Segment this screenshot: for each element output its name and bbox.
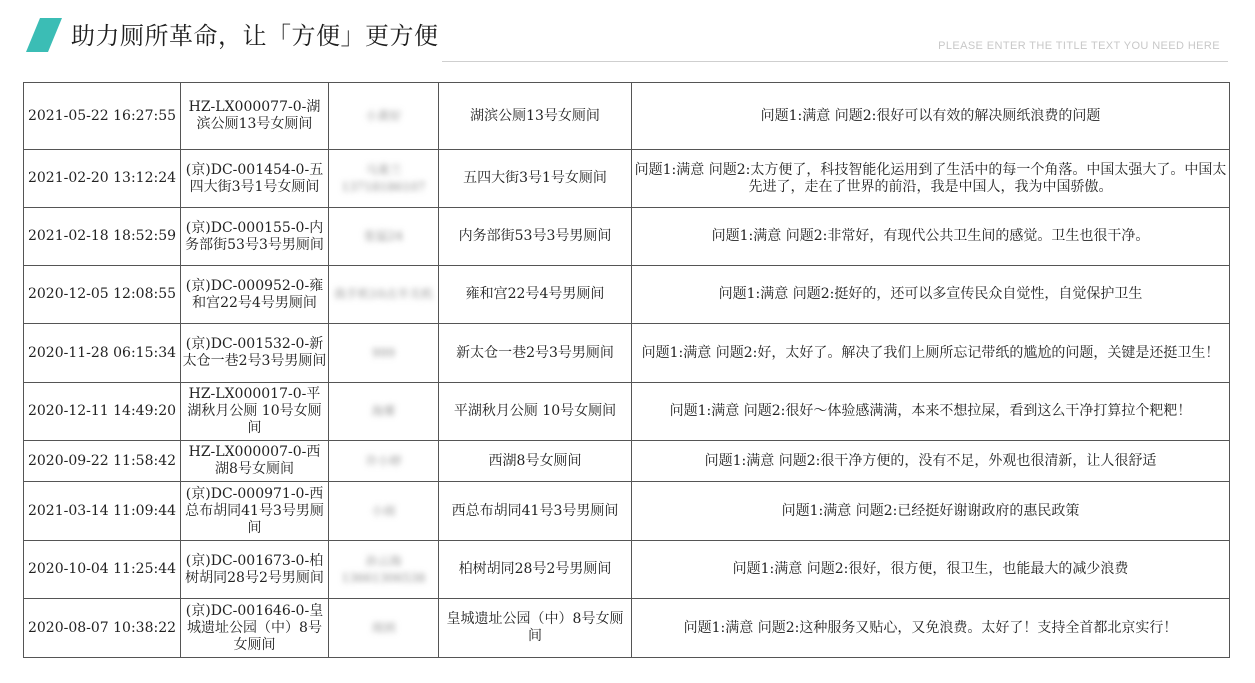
cell-feedback: 问题1:满意 问题2:很好，很方便，很卫生，也能最大的减少浪费 xyxy=(632,541,1230,599)
cell-user xyxy=(329,541,439,599)
table-row xyxy=(24,83,1230,150)
page-title: 助力厕所革命，让「方便」更方便 xyxy=(71,22,439,50)
table-row xyxy=(24,482,1230,541)
user-name-blurred: 张猛24 xyxy=(363,229,404,243)
cell-time: 2020-10-04 11:25:44 xyxy=(24,541,181,599)
user-phone-blurred: 13718186107 xyxy=(341,179,426,194)
cell-location: 平湖秋月公厕 10号女厕间 xyxy=(439,383,632,441)
user-name-blurred: 周到 xyxy=(371,620,396,635)
cell-time: 2020-12-05 12:08:55 xyxy=(24,266,181,324)
cell-time: 2020-09-22 11:58:42 xyxy=(24,441,181,482)
user-name-blurred: 小雨 xyxy=(371,503,396,518)
cell-feedback: 问题1:满意 问题2:很好可以有效的解决厕纸浪费的问题 xyxy=(632,83,1230,150)
cell-device-code: HZ-LX000077-0-湖滨公厕13号女厕间 xyxy=(181,83,329,150)
cell-time: 2021-03-14 11:09:44 xyxy=(24,482,181,541)
table-row xyxy=(24,541,1230,599)
table-row xyxy=(24,324,1230,383)
cell-device-code: HZ-LX000017-0-平湖秋月公厕 10号女厕间 xyxy=(181,383,329,441)
cell-user xyxy=(329,383,439,441)
cell-user xyxy=(329,441,439,482)
cell-location: 五四大街3号1号女厕间 xyxy=(439,150,632,208)
cell-location: 西湖8号女厕间 xyxy=(439,441,632,482)
cell-location: 内务部街53号3号男厕间 xyxy=(439,208,632,266)
cell-device-code: HZ-LX000007-0-西湖8号女厕间 xyxy=(181,441,329,482)
cell-device-code: (京)DC-000971-0-西总布胡同41号3号男厕间 xyxy=(181,482,329,541)
user-name-blurred: 马莱兰 xyxy=(365,162,402,177)
cell-device-code: (京)DC-001532-0-新太仓一巷2号3号男厕间 xyxy=(181,324,329,383)
cell-device-code: (京)DC-001646-0-皇城遗址公园（中）8号女厕间 xyxy=(181,599,329,658)
table-row xyxy=(24,208,1230,266)
table-row xyxy=(24,441,1230,482)
cell-feedback: 问题1:满意 问题2:挺好的，还可以多宣传民众自觉性，自觉保护卫生 xyxy=(632,266,1230,324)
cell-feedback: 问题1:满意 问题2:好，太好了。解决了我们上厕所忘记带纸的尴尬的问题，关键是还挺卫生！ xyxy=(632,324,1230,383)
table-row xyxy=(24,383,1230,441)
user-name-blurred: 999 xyxy=(372,345,395,360)
cell-device-code: (京)DC-000952-0-雍和宫22号4号男厕间 xyxy=(181,266,329,324)
table-row xyxy=(24,599,1230,658)
cell-user xyxy=(329,324,439,383)
user-name-blurred: 孙云海 xyxy=(365,553,402,568)
cell-user xyxy=(329,482,439,541)
user-name-blurred: 我手机10点半关机 xyxy=(333,287,434,301)
cell-time: 2021-02-20 13:12:24 xyxy=(24,150,181,208)
user-name-blurred: 小黄好 xyxy=(365,108,402,123)
title-accent-icon xyxy=(26,18,62,52)
cell-user xyxy=(329,599,439,658)
cell-time: 2020-12-11 14:49:20 xyxy=(24,383,181,441)
cell-user xyxy=(329,150,439,208)
user-phone-blurred: 13661306538 xyxy=(341,570,426,585)
table-row xyxy=(24,266,1230,324)
cell-feedback: 问题1:满意 问题2:很好～体验感满满，本来不想拉屎，看到这么干净打算拉个粑粑！ xyxy=(632,383,1230,441)
user-name-blurred: 海雾 xyxy=(371,404,396,418)
feedback-table xyxy=(23,82,1230,658)
cell-location: 雍和宫22号4号男厕间 xyxy=(439,266,632,324)
cell-location: 皇城遗址公园（中）8号女厕间 xyxy=(439,599,632,658)
cell-user xyxy=(329,208,439,266)
cell-location: 新太仓一巷2号3号男厕间 xyxy=(439,324,632,383)
cell-device-code: (京)DC-000155-0-内务部街53号3号男厕间 xyxy=(181,208,329,266)
cell-feedback: 问题1:满意 问题2:太方便了，科技智能化运用到了生活中的每一个角落。中国太强大了。中国太先进了，走在了世界的前沿，我是中国人，我为中国骄傲。 xyxy=(632,150,1230,208)
title-divider xyxy=(442,61,1228,62)
cell-location: 柏树胡同28号2号男厕间 xyxy=(439,541,632,599)
cell-user xyxy=(329,266,439,324)
cell-device-code: (京)DC-001673-0-柏树胡同28号2号男厕间 xyxy=(181,541,329,599)
cell-time: 2021-05-22 16:27:55 xyxy=(24,83,181,150)
cell-time: 2020-11-28 06:15:34 xyxy=(24,324,181,383)
cell-time: 2020-08-07 10:38:22 xyxy=(24,599,181,658)
cell-feedback: 问题1:满意 问题2:很干净方便的，没有不足，外观也很清新，让人很舒适 xyxy=(632,441,1230,482)
page-subtitle: PLEASE ENTER THE TITLE TEXT YOU NEED HERE xyxy=(938,40,1220,52)
user-name-blurred: 许小婷 xyxy=(365,453,402,468)
cell-feedback: 问题1:满意 问题2:已经挺好谢谢政府的惠民政策 xyxy=(632,482,1230,541)
cell-location: 湖滨公厕13号女厕间 xyxy=(439,83,632,150)
cell-feedback: 问题1:满意 问题2:非常好，有现代公共卫生间的感觉。卫生也很干净。 xyxy=(632,208,1230,266)
cell-device-code: (京)DC-001454-0-五四大街3号1号女厕间 xyxy=(181,150,329,208)
cell-time: 2021-02-18 18:52:59 xyxy=(24,208,181,266)
table-row xyxy=(24,150,1230,208)
cell-location: 西总布胡同41号3号男厕间 xyxy=(439,482,632,541)
cell-user xyxy=(329,83,439,150)
cell-feedback: 问题1:满意 问题2:这种服务又贴心，又免浪费。太好了！支持全首都北京实行！ xyxy=(632,599,1230,658)
